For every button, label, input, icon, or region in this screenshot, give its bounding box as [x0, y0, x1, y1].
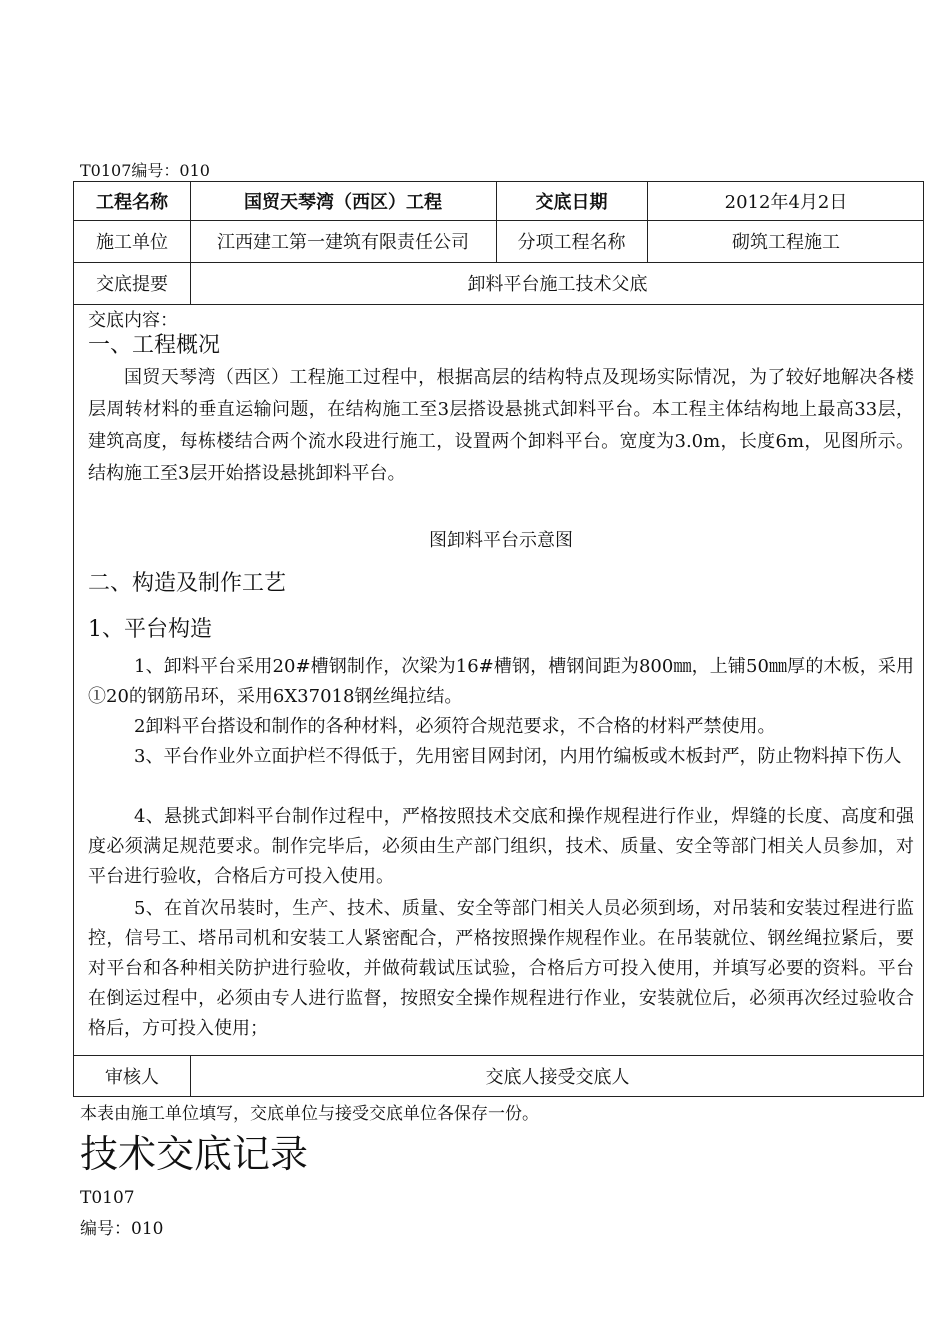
reviewer-label: 审核人 — [105, 1067, 159, 1088]
next-page-code: T0107 — [80, 1188, 135, 1208]
signers-label: 交底人接受交底人 — [485, 1067, 630, 1088]
sub-project-value: 砌筑工程施工 — [732, 232, 840, 253]
next-page-title: 技术交底记录 — [80, 1132, 309, 1176]
summary-value: 卸料平台施工技术父底 — [467, 274, 648, 295]
row-divider — [74, 304, 923, 305]
item-5: 5、在首次吊装时，生产、技术、质量、安全等部门相关人员必须到场，对吊装和安装过程进行监控，信号工、塔吊司机和安装工人紧密配合，严格按照操作规程作业。在吊装就位、钢丝绳拉紧后，要对平台和各种相关防护进行验收，并做荷载试压试验，合格后方可投入使用，并填写必要的资料。平台在倒运过程中，必须由专人进行监督，按照安全操作规程进行作业，安装就位后，必须再次经过验收合格后，方可投入使用； — [88, 898, 914, 1039]
project-name-value: 国贸天琴湾（西区）工程 — [244, 192, 442, 213]
item-4: 4、悬挑式卸料平台制作过程中，严格按照技术交底和操作规程进行作业，焊缝的长度、高度和强度必须满足规范要求。制作完毕后，必须由生产部门组织，技术、质量、安全等部门相关人员参加，对平台进行验收，合格后方可投入使用。 — [88, 806, 914, 887]
disclosure-date-label: 交底日期 — [535, 192, 608, 213]
footer-note: 本表由施工单位填写，交底单位与接受交底单位各保存一份。 — [80, 1104, 539, 1124]
section-2-title: 二、构造及制作工艺 — [88, 571, 287, 596]
item-1: 1、卸料平台采用20#槽钢制作，次梁为16#槽钢，槽钢间距为800㎜，上铺50㎜厚的木板，采用①20的钢筋吊环，采用6X37018钢丝绳拉结。 — [88, 656, 914, 707]
content-label: 交底内容： — [88, 310, 178, 331]
project-name-label: 工程名称 — [96, 192, 168, 213]
item-3: 3、平台作业外立面护栏不得低于，先用密目网封闭，内用竹编板或木板封严，防止物料掉下伤人 — [134, 746, 902, 767]
disclosure-table — [73, 181, 924, 1097]
figure-caption: 图卸料平台示意图 — [429, 530, 573, 551]
item-2: 2卸料平台搭设和制作的各种材料，必须符合规范要求，不合格的材料严禁使用。 — [134, 716, 776, 737]
construction-unit-value: 江西建工第一建筑有限责任公司 — [217, 232, 469, 253]
section-1-title: 一、工程概况 — [88, 333, 221, 358]
subsection-1-title: 1、平台构造 — [88, 617, 212, 642]
next-page-number: 编号：010 — [80, 1219, 164, 1239]
sub-project-label: 分项工程名称 — [517, 232, 626, 253]
summary-label: 交底提要 — [96, 274, 168, 295]
section-1-text: 国贸天琴湾（西区）工程施工过程中，根据高层的结构特点及现场实际情况，为了较好地解决各楼层周转材料的垂直运输问题，在结构施工至3层搭设悬挑式卸料平台。本工程主体结构地上最高33层，建筑高度，每栋楼结合两个流水段进行施工，设置两个卸料平台。宽度为3.0m，长度6m，见图所示。结构施工至3层开始搭设悬挑卸料平台。 — [88, 367, 914, 484]
construction-unit-label: 施工单位 — [96, 232, 168, 253]
disclosure-date-value: 2012年4月2日 — [724, 192, 848, 213]
document-code: T0107编号：010 — [80, 161, 210, 180]
